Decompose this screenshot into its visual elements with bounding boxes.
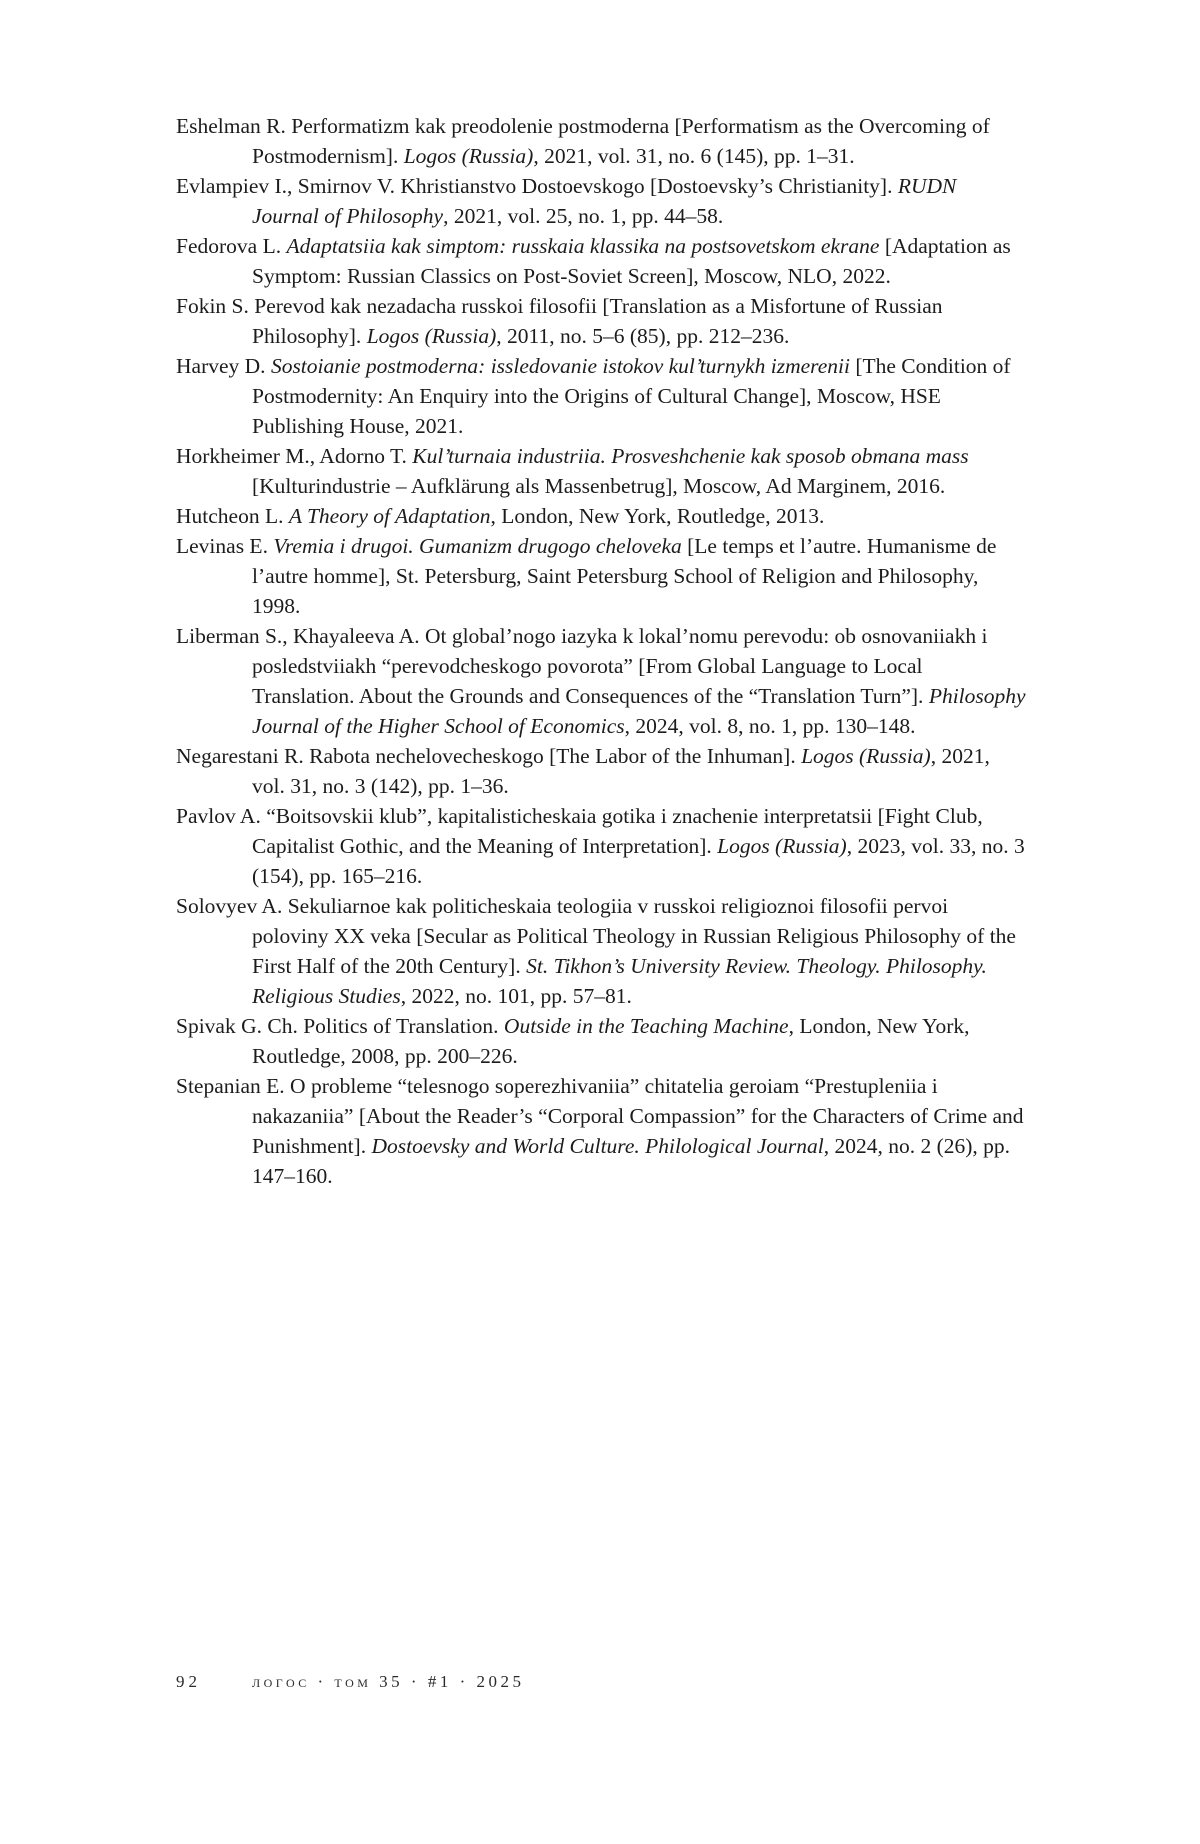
reference-entry bbox=[176, 741, 1026, 801]
reference-entry bbox=[176, 1071, 1026, 1191]
reference-entry bbox=[176, 171, 1026, 231]
reference-details: , 2023, vol. 33, no. 3 (154), pp. 165–216. bbox=[252, 834, 1025, 888]
reference-details: , 2022, no. 101, pp. 57–81. bbox=[400, 984, 632, 1008]
running-footer-journal: логос · том 35 · #1 · 2025 bbox=[252, 1672, 525, 1691]
reference-source: Logos (Russia) bbox=[403, 144, 534, 168]
reference-entry bbox=[176, 351, 1026, 441]
reference-source: Sostoianie postmoderna: issledovanie istokov kul’turnykh izmerenii bbox=[270, 354, 850, 378]
reference-details: , London, New York, Routledge, 2008, pp. 200–226. bbox=[252, 1014, 970, 1068]
reference-source: RUDN Journal of Philosophy bbox=[252, 174, 957, 228]
reference-text: Stepanian E. O probleme “telesnogo soperezhivaniia” chitatelia geroiam “Prestupleniia i nakazaniia” [About the Reader’s “Corporal Compassion” for the Characters of Crime and Punishment]. bbox=[176, 1074, 1024, 1158]
reference-entry bbox=[176, 111, 1026, 171]
reference-details: , 2011, no. 5–6 (85), pp. 212–236. bbox=[496, 324, 790, 348]
reference-entry bbox=[176, 801, 1026, 891]
reference-source: Dostoevsky and World Culture. Philological Journal bbox=[371, 1134, 824, 1158]
reference-details: , London, New York, Routledge, 2013. bbox=[490, 504, 825, 528]
reference-source: St. Tikhon’s University Review. Theology. Philosophy. Religious Studies bbox=[252, 954, 987, 1008]
reference-source: Kul’turnaia industriia. Prosveshchenie kak sposob obmana mass bbox=[412, 444, 969, 468]
reference-entry bbox=[176, 441, 1026, 501]
reference-source: A Theory of Adaptation bbox=[288, 504, 491, 528]
reference-source: Logos (Russia) bbox=[717, 834, 847, 858]
reference-text: Fokin S. Perevod kak nezadacha russkoi filosofii [Translation as a Misfortune of Russian Philosophy]. bbox=[176, 294, 943, 348]
reference-text: Solovyev A. Sekuliarnoe kak politicheskaia teologiia v russkoi religioznoi filosofii pervoi poloviny XX veka [Secular as Political Theology in Russian Religious Philosophy of the First Half of the 20th Century]. bbox=[176, 894, 1016, 978]
page-footer bbox=[176, 1672, 525, 1692]
reference-source: Logos (Russia) bbox=[366, 324, 497, 348]
reference-text: Hutcheon L. bbox=[176, 504, 289, 528]
reference-source: Logos (Russia) bbox=[801, 744, 931, 768]
reference-entry bbox=[176, 501, 1026, 531]
reference-text: Spivak G. Ch. Politics of Translation. bbox=[176, 1014, 504, 1038]
reference-text: Horkheimer M., Adorno T. bbox=[176, 444, 413, 468]
reference-details: [The Condition of Postmodernity: An Enquiry into the Origins of Cultural Change], Moscow, HSE Publishing House, 2021. bbox=[252, 354, 1011, 438]
reference-details: [Adaptation as Symptom: Russian Classics on Post-Soviet Screen], Moscow, NLO, 2022. bbox=[252, 234, 1011, 288]
reference-text: Fedorova L. bbox=[176, 234, 287, 258]
reference-entry bbox=[176, 621, 1026, 741]
reference-entry bbox=[176, 1011, 1026, 1071]
reference-text: Eshelman R. Performatizm kak preodolenie postmoderna [Performatism as the Overcoming of Postmodernism]. bbox=[176, 114, 990, 168]
reference-details: , 2021, vol. 25, no. 1, pp. 44–58. bbox=[443, 204, 724, 228]
reference-details: , 2024, vol. 8, no. 1, pp. 130–148. bbox=[624, 714, 916, 738]
reference-text: Levinas E. bbox=[176, 534, 274, 558]
reference-source: Philosophy Journal of the Higher School of Economics bbox=[252, 684, 1026, 738]
reference-source: Outside in the Teaching Machine bbox=[503, 1014, 789, 1038]
page-number: 92 bbox=[176, 1672, 201, 1691]
reference-list bbox=[176, 111, 1026, 1191]
reference-text: Evlampiev I., Smirnov V. Khristianstvo Dostoevskogo [Dostoevsky’s Christianity]. bbox=[176, 174, 898, 198]
reference-entry bbox=[176, 291, 1026, 351]
reference-details: , 2021, vol. 31, no. 3 (142), pp. 1–36. bbox=[252, 744, 990, 798]
reference-text: Harvey D. bbox=[176, 354, 271, 378]
reference-text: Negarestani R. Rabota nechelovecheskogo [The Labor of the Inhuman]. bbox=[176, 744, 802, 768]
reference-source: Adaptatsiia kak simptom: russkaia klassika na postsovetskom ekrane bbox=[286, 234, 880, 258]
reference-details: [Kulturindustrie – Aufklärung als Massenbetrug], Moscow, Ad Marginem, 2016. bbox=[252, 474, 946, 498]
reference-entry bbox=[176, 231, 1026, 291]
reference-text: Liberman S., Khayaleeva A. Ot global’nogo iazyka k lokal’nomu perevodu: ob osnovaniiakh i posledstviiakh “perevodcheskogo povorota” [From Global Language to Local Translation. About the Grounds and Consequences of the “Translation Turn”]. bbox=[176, 624, 988, 708]
reference-text: Pavlov A. “Boitsovskii klub”, kapitalisticheskaia gotika i znachenie interpretatsii [Fight Club, Capitalist Gothic, and the Meaning of Interpretation]. bbox=[176, 804, 983, 858]
reference-details: , 2024, no. 2 (26), pp. 147–160. bbox=[252, 1134, 1011, 1188]
reference-details: , 2021, vol. 31, no. 6 (145), pp. 1–31. bbox=[533, 144, 855, 168]
reference-details: [Le temps et l’autre. Humanisme de l’autre homme], St. Petersburg, Saint Petersburg School of Religion and Philosophy, 1998. bbox=[252, 534, 997, 618]
reference-entry bbox=[176, 891, 1026, 1011]
reference-source: Vremia i drugoi. Gumanizm drugogo cheloveka bbox=[273, 534, 682, 558]
reference-entry bbox=[176, 531, 1026, 621]
